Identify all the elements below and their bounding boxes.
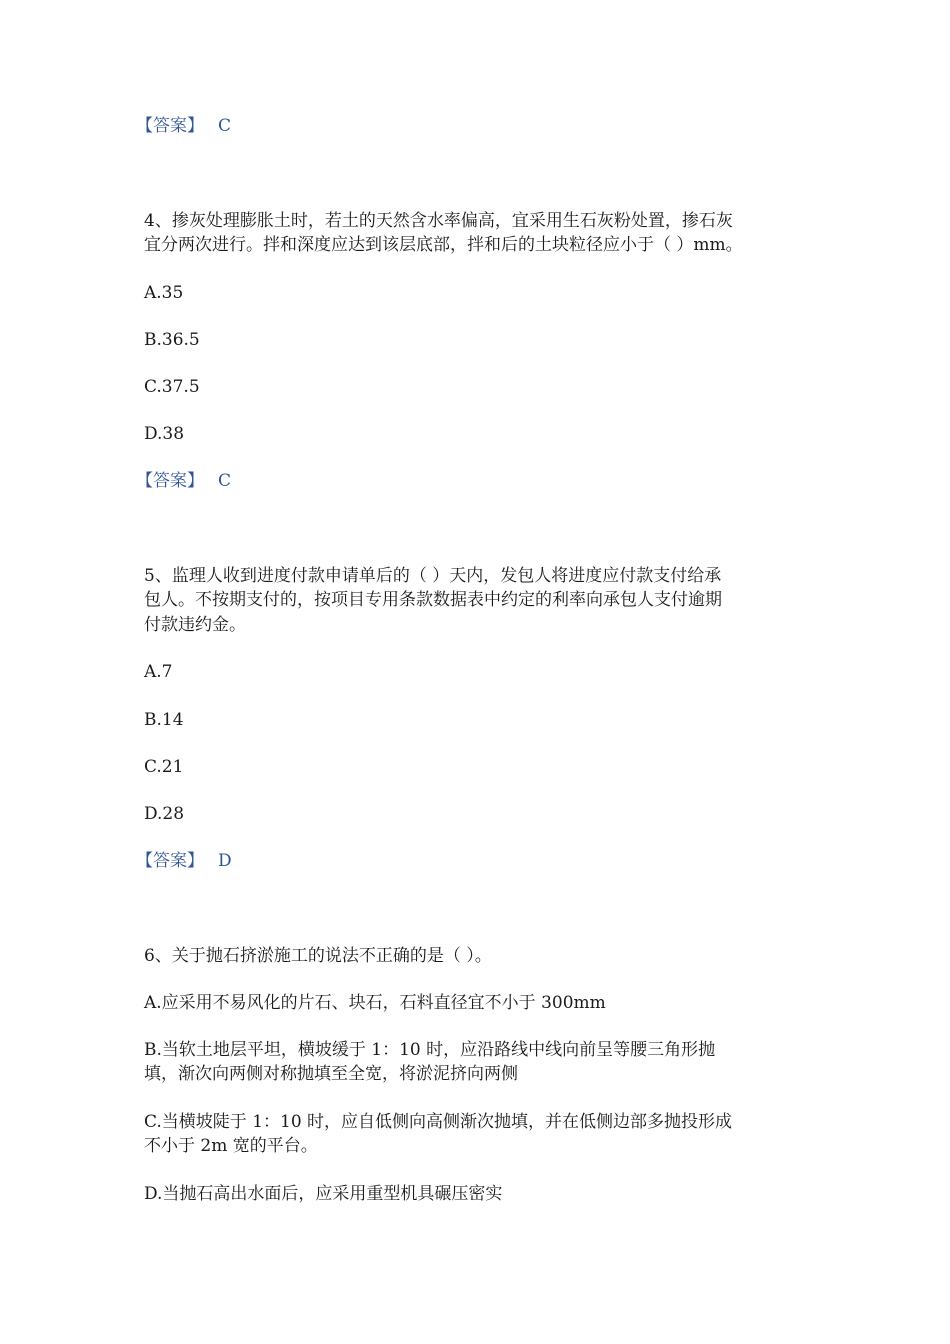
question-6-option-d: D.当抛石高出水面后，应采用重型机具碾压密实 [144,1184,503,1204]
answer-value: D [218,851,232,871]
question-6-option-a: A.应采用不易风化的片石、块石，石料直径宜不小于 300mm [144,993,606,1013]
question-4-stem-line-2: 宜分两次进行。拌和深度应达到该层底部，拌和后的土块粒径应小于（ ）mm。 [144,235,743,255]
answer-label: 【答案】 [136,851,204,871]
answer-label: 【答案】 [136,471,204,491]
question-4-option-b: B.36.5 [144,330,200,350]
question-6-option-b-line-1: B.当软土地层平坦，横坡缓于 1：10 时，应沿路线中线向前呈等腰三角形抛 [144,1040,716,1060]
answer-label: 【答案】 [136,116,204,136]
question-6-stem-line-1: 6、关于抛石挤淤施工的说法不正确的是（ ）。 [144,946,492,966]
question-5-option-b: B.14 [144,710,184,730]
question-6-option-c-line-1: C.当横坡陡于 1：10 时，应自低侧向高侧渐次抛填，并在低侧边部多抛投形成 [144,1112,733,1132]
question-5-stem-line-3: 付款违约金。 [144,615,246,635]
question-4-option-a: A.35 [144,283,184,303]
answer-line [136,469,232,493]
question-4-option-d: D.38 [144,424,185,444]
answer-line [136,849,232,873]
question-4-stem-line-1: 4、掺灰处理膨胀土时，若土的天然含水率偏高，宜采用生石灰粉处置，掺石灰 [144,211,733,231]
answer-line [136,114,232,138]
question-5-option-c: C.21 [144,757,184,777]
question-6-option-c-line-2: 不小于 2m 宽的平台。 [144,1136,318,1156]
question-5-stem-line-2: 包人。不按期支付的，按项目专用条款数据表中约定的利率向承包人支付逾期 [144,590,722,610]
answer-value: C [218,116,232,136]
answer-value: C [218,471,232,491]
question-5-option-a: A.7 [144,662,173,682]
question-6-option-b-line-2: 填，渐次向两侧对称抛填至全宽，将淤泥挤向两侧 [144,1064,518,1084]
question-5-stem-line-1: 5、监理人收到进度付款申请单后的（ ）天内，发包人将进度应付款支付给承 [144,566,722,586]
question-4-option-c: C.37.5 [144,377,200,397]
question-5-option-d: D.28 [144,804,185,824]
